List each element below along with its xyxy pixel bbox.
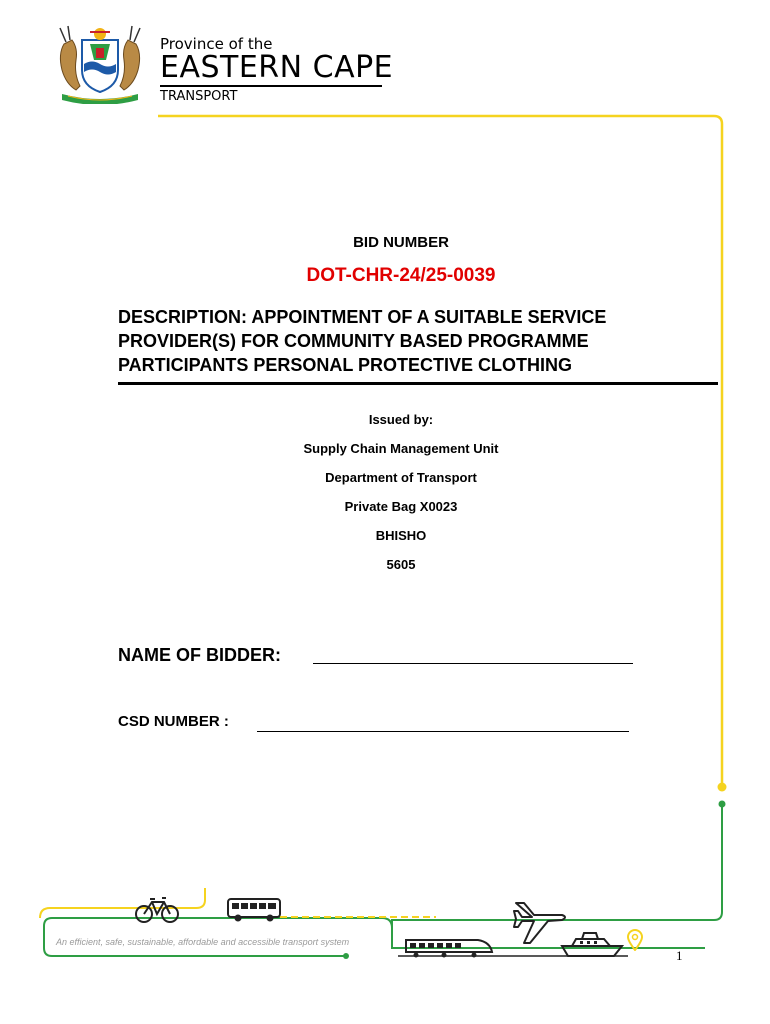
issued-by-heading: Issued by:	[368, 412, 434, 427]
province-line: Province of the	[160, 35, 273, 53]
issuer-unit: Supply Chain Management Unit	[303, 441, 499, 456]
issuer-postal-code: 5605	[386, 557, 416, 572]
bid-number-label: BID NUMBER	[353, 234, 449, 251]
bidder-name-field[interactable]	[313, 663, 633, 664]
crest-icon	[44, 24, 156, 104]
bus-icon	[226, 897, 282, 923]
bid-number-value: DOT-CHR-24/25-0039	[306, 265, 496, 286]
logo-divider	[160, 85, 382, 87]
page-number: 1	[676, 948, 683, 963]
csd-number-field[interactable]	[257, 731, 629, 732]
bicycle-icon	[134, 896, 180, 924]
bid-description: DESCRIPTION: APPOINTMENT OF A SUITABLE SERVICE PROVIDER(S) FOR COMMUNITY BASED PROGRAMME PARTICIPANTS PERSONAL PROTECTIVE CLOTHING	[118, 307, 607, 375]
department-name: TRANSPORT	[160, 89, 238, 104]
ship-icon	[560, 930, 624, 958]
issuer-city: BHISHO	[375, 528, 427, 543]
province-name: EASTERN CAPE	[160, 50, 394, 85]
issuer-department: Department of Transport	[325, 470, 477, 485]
train-icon	[404, 936, 494, 958]
footer-tagline: An efficient, safe, sustainable, affordable and accessible transport system	[56, 937, 350, 947]
location-pin-icon	[627, 929, 643, 951]
description-divider	[118, 382, 718, 385]
province-logo-text	[160, 36, 393, 104]
bidder-name-label: NAME OF BIDDER:	[118, 645, 281, 665]
issuer-address: Private Bag X0023	[344, 499, 458, 514]
csd-number-label: CSD NUMBER :	[118, 713, 229, 730]
